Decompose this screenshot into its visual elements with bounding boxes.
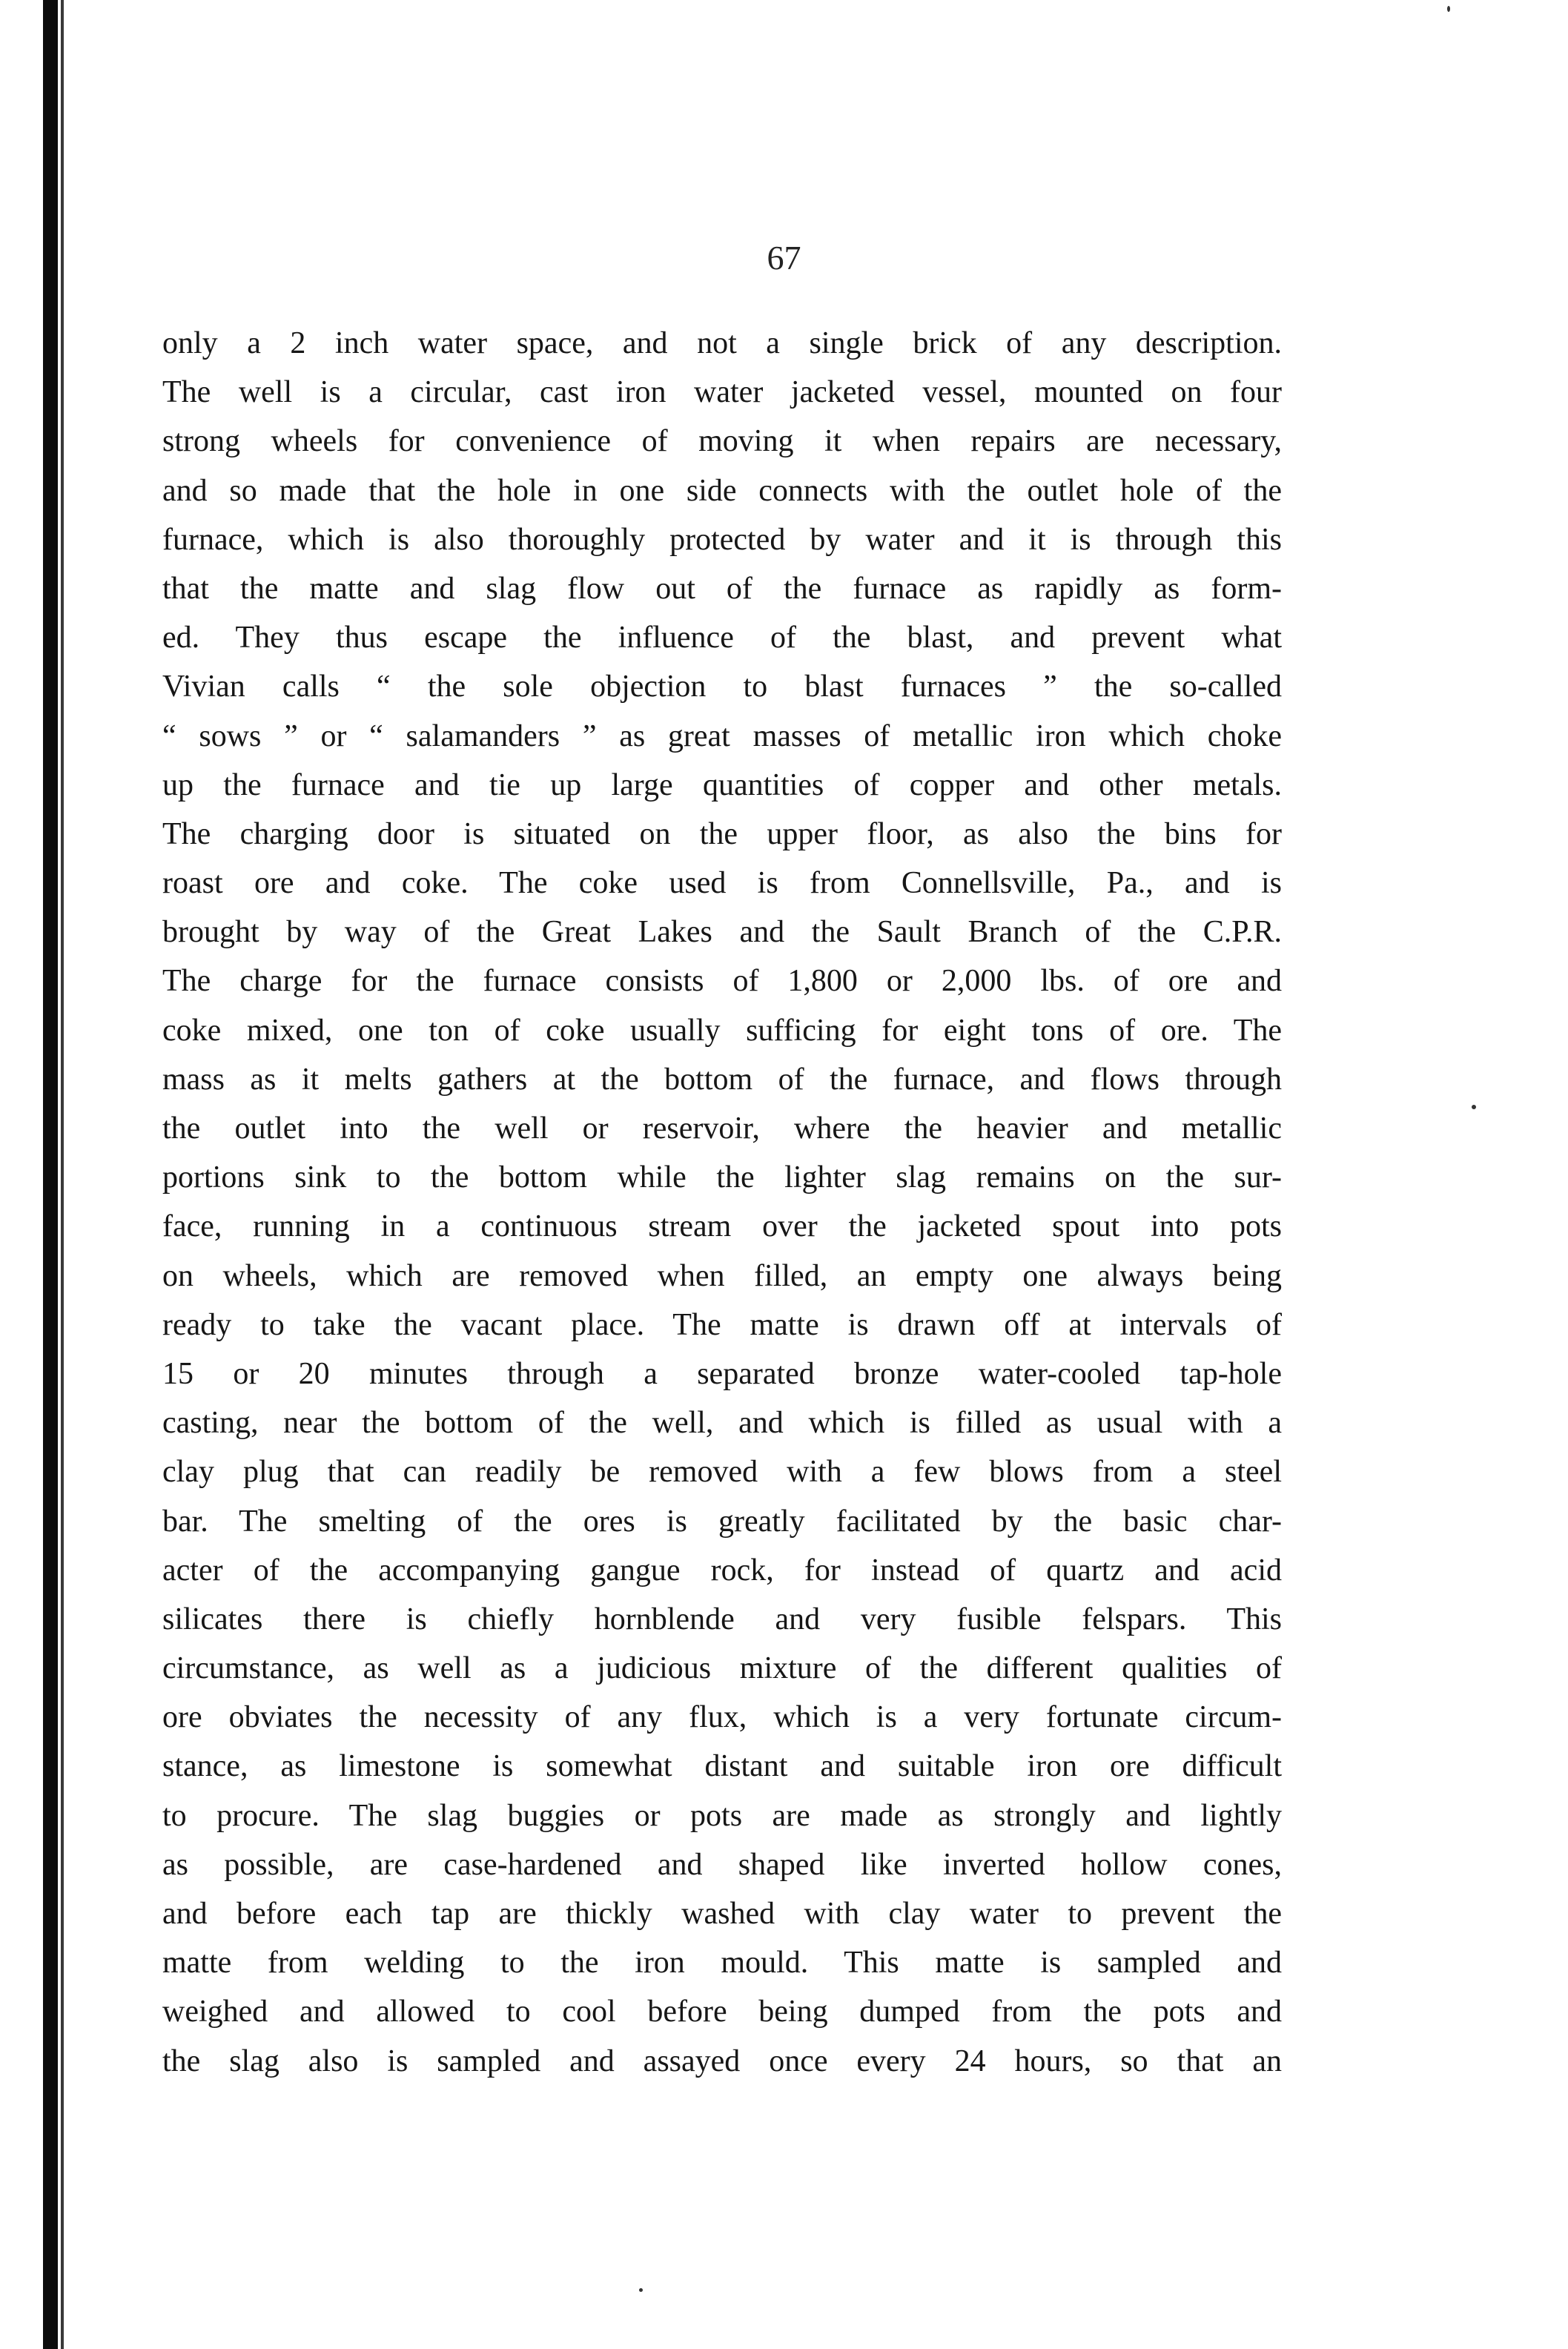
text-line: The charge for the furnace consists of 1,800 or 2,000 lbs. of ore and bbox=[162, 964, 1282, 999]
text-line: portions sink to the bottom while the lighter slag remains on the sur- bbox=[162, 1160, 1282, 1195]
text-line: matte from welding to the iron mould. This matte is sampled and bbox=[162, 1946, 1282, 1980]
text-line: on wheels, which are removed when filled, an empty one always being bbox=[162, 1258, 1282, 1293]
text-line: 15 or 20 minutes through a separated bronze water-cooled tap-hole bbox=[162, 1356, 1282, 1391]
text-line: that the matte and slag flow out of the furnace as rapidly as form- bbox=[162, 571, 1282, 606]
text-line: only a 2 inch water space, and not a single brick of any description. bbox=[162, 326, 1282, 360]
text-line: coke mixed, one ton of coke usually sufficing for eight tons of ore. The bbox=[162, 1013, 1282, 1048]
text-line: ed. They thus escape the influence of the blast, and prevent what bbox=[162, 621, 1282, 655]
binding-edge bbox=[43, 0, 58, 2349]
text-line: circumstance, as well as a judicious mixture of the different qualities of bbox=[162, 1651, 1282, 1686]
text-line: silicates there is chiefly hornblende and very fusible felspars. This bbox=[162, 1602, 1282, 1636]
text-line: The well is a circular, cast iron water jacketed vessel, mounted on four bbox=[162, 375, 1282, 410]
binding-edge-shadow bbox=[61, 0, 64, 2349]
text-line: and before each tap are thickly washed with clay water to prevent the bbox=[162, 1897, 1282, 1931]
text-line: brought by way of the Great Lakes and the Sault Branch of the C.P.R. bbox=[162, 915, 1282, 950]
text-line: the slag also is sampled and assayed once every 24 hours, so that an bbox=[162, 2044, 1282, 2078]
text-line: roast ore and coke. The coke used is from Connellsville, Pa., and is bbox=[162, 866, 1282, 901]
text-line: casting, near the bottom of the well, and which is filled as usual with a bbox=[162, 1406, 1282, 1441]
text-line: and so made that the hole in one side connects with the outlet hole of the bbox=[162, 473, 1282, 508]
text-line: weighed and allowed to cool before being dumped from the pots and bbox=[162, 1995, 1282, 2029]
text-line: ready to take the vacant place. The matte is drawn off at intervals of bbox=[162, 1307, 1282, 1342]
text-line: “ sows ” or “ salamanders ” as great masses of metallic iron which choke bbox=[162, 718, 1282, 753]
scan-speck bbox=[639, 2288, 643, 2292]
text-line: as possible, are case-hardened and shaped like inverted hollow cones, bbox=[162, 1847, 1282, 1882]
scan-speck bbox=[1447, 6, 1450, 12]
page-number: 67 bbox=[767, 239, 801, 277]
text-line: strong wheels for convenience of moving it when repairs are necessary, bbox=[162, 424, 1282, 459]
text-line: to procure. The slag buggies or pots are made as strongly and lightly bbox=[162, 1798, 1282, 1833]
text-line: up the furnace and tie up large quantities of copper and other metals. bbox=[162, 767, 1282, 802]
text-line: Vivian calls “ the sole objection to blast furnaces ” the so-called bbox=[162, 670, 1282, 704]
body-text bbox=[162, 319, 1282, 2086]
text-line: stance, as limestone is somewhat distant and suitable iron ore difficult bbox=[162, 1749, 1282, 1784]
text-line: The charging door is situated on the upper floor, as also the bins for bbox=[162, 816, 1282, 851]
text-line: bar. The smelting of the ores is greatly facilitated by the basic char- bbox=[162, 1504, 1282, 1539]
text-line: acter of the accompanying gangue rock, for instead of quartz and acid bbox=[162, 1553, 1282, 1588]
text-line: face, running in a continuous stream over the jacketed spout into pots bbox=[162, 1209, 1282, 1244]
text-line: ore obviates the necessity of any flux, which is a very fortunate circum- bbox=[162, 1700, 1282, 1735]
text-line: clay plug that can readily be removed with a few blows from a steel bbox=[162, 1455, 1282, 1490]
text-line: furnace, which is also thoroughly protected by water and it is through this bbox=[162, 522, 1282, 557]
text-line: mass as it melts gathers at the bottom of the furnace, and flows through bbox=[162, 1062, 1282, 1097]
text-line: the outlet into the well or reservoir, where the heavier and metallic bbox=[162, 1111, 1282, 1146]
scan-speck bbox=[1472, 1105, 1476, 1109]
